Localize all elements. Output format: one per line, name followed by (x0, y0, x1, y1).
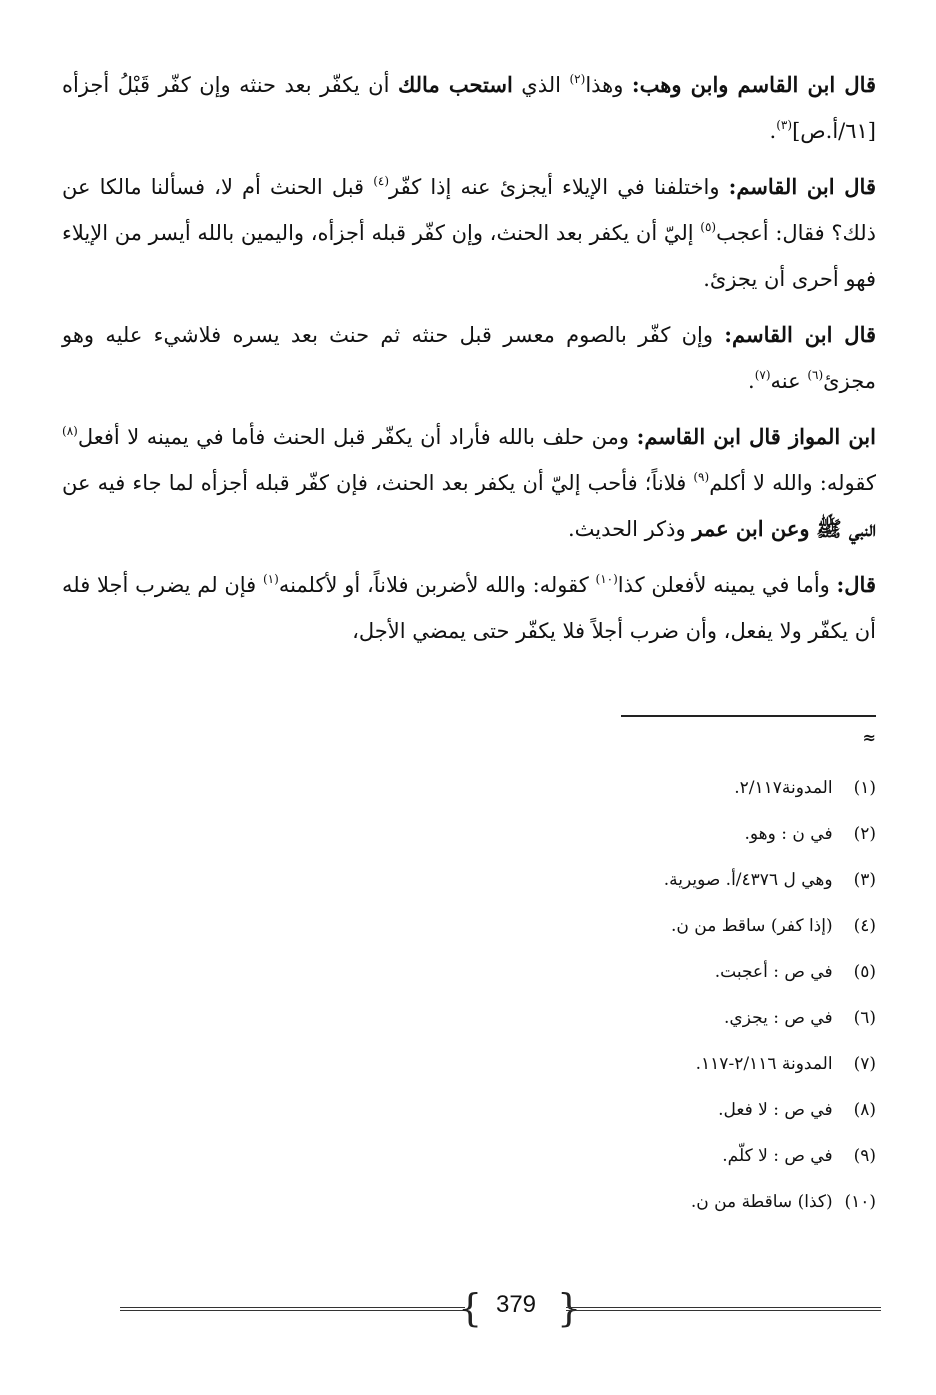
footnote-ref[interactable]: (٦) (807, 368, 824, 382)
footnote-number: (٢) (853, 824, 876, 844)
text-run: عنه (770, 369, 808, 393)
emphasis-run: استحب مالك (397, 72, 513, 97)
text-run: ومن حلف بالله فأراد أن يكفّر قبل الحنث فأما في يمينه لا أفعل (77, 425, 637, 449)
text-run: فلاناً؛ فأحب إليّ أن يكفر بعد الحنث، فإن كفّر قبله أجزأه لما جاء فيه عن (62, 471, 694, 495)
footnote-text: (إذا كفر) ساقط من ن. (671, 916, 833, 936)
footnote-item (200, 1087, 876, 1133)
footnote-item (200, 1133, 876, 1179)
footnote-ref[interactable]: (٨) (62, 424, 78, 438)
emphasis-run: النبي ﷺ (816, 516, 876, 541)
footnotes-list (200, 765, 876, 1225)
footnote-text: في ن : وهو. (744, 824, 833, 844)
text-run: كقوله: والله لأضربن فلاناً، أو لأكلمنه (278, 573, 596, 597)
footnote-marker: ≈ (862, 728, 876, 747)
text-run: إليّ أن يكفر بعد الحنث، وإن كفّر قبله أجزأه، واليمين بالله أيسر من الإيلاء فهو أحرى أن يجزئ. (62, 221, 876, 291)
footnote-ref[interactable]: (١) (262, 572, 279, 586)
footnote-item (200, 903, 876, 949)
footnote-text: في ص : أعجبت. (714, 962, 833, 982)
footnote-number: (٤) (853, 916, 876, 936)
footnote-ref[interactable]: (٣) (776, 118, 793, 132)
footnote-ref[interactable]: (٩) (693, 470, 710, 484)
text-run: فإن لم يضرب أجلا فله أن يكفّر ولا يفعل، وأن ضرب أجلاً فلا يكفّر حتى يمضي الأجل، (62, 573, 876, 643)
page-footer (120, 1285, 881, 1335)
footnote-number: (١) (853, 778, 876, 798)
footnote-item (200, 949, 876, 995)
footnote-text: (كذا) ساقطة من ن. (690, 1192, 833, 1212)
text-run: وذكر الحديث. (567, 517, 693, 541)
footnote-item (200, 811, 876, 857)
page-number: 379 (495, 1291, 537, 1318)
emphasis-run: وعن ابن عمر (692, 516, 810, 541)
footnote-text: وهي ل ٤٣٧٦/أ. صويرية. (663, 870, 833, 890)
footnote-item (200, 857, 876, 903)
footnote-item (200, 1041, 876, 1087)
footnote-number: (١٠) (844, 1192, 876, 1212)
left-brace: { (458, 1286, 483, 1330)
footnote-number: (٨) (853, 1100, 876, 1120)
footnote-item (200, 995, 876, 1041)
paragraph-lead: قال: (836, 572, 876, 597)
main-text (62, 62, 876, 664)
text-run: الذي (512, 73, 570, 97)
paragraph-3 (62, 312, 876, 404)
paragraph-5 (62, 562, 876, 654)
footnote-item (200, 1179, 876, 1225)
text-run: . (769, 119, 777, 143)
footnote-ref[interactable]: (٥) (700, 220, 717, 234)
footnote-ref[interactable]: (٧) (754, 368, 771, 382)
footnote-text: المدونة ٢/١١٦-١١٧. (695, 1054, 833, 1074)
footnote-ref[interactable]: (٤) (373, 174, 390, 188)
footnote-text: في ص : لا كلّم. (722, 1146, 833, 1166)
footnote-text: المدونة٢/١١٧. (734, 778, 833, 798)
footnote-number: (٧) (853, 1054, 876, 1074)
paragraph-lead: قال ابن القاسم: (728, 174, 876, 199)
footnote-separator (621, 715, 876, 717)
text-run: وأما في يمينه لأفعلن كذا (617, 573, 837, 597)
right-brace: } (557, 1286, 582, 1330)
text-run: . (748, 369, 755, 393)
text-run: وإن كفّر بالصوم معسر قبل حنثه ثم حنث بعد يسره فلاشيء عليه وهو مجزئ (62, 323, 876, 393)
paragraph-2 (62, 164, 876, 302)
paragraph-lead: قال ابن القاسم: (724, 322, 877, 347)
text-run: واختلفنا في الإيلاء أيجزئ عنه إذا كفّر (389, 175, 729, 199)
paragraph-lead: قال ابن القاسم وابن وهب: (631, 72, 877, 97)
paragraph-lead: ابن المواز قال ابن القاسم: (636, 424, 876, 449)
footnote-item (200, 765, 876, 811)
footnote-ref[interactable]: (١٠) (595, 572, 618, 586)
text-run: كقوله: والله لا أكلم (709, 471, 876, 495)
footnote-number: (٥) (853, 962, 876, 982)
text-run: وهذا (585, 73, 632, 97)
footnote-text: في ص : يجزي. (724, 1008, 833, 1028)
footnote-number: (٦) (853, 1008, 876, 1028)
paragraph-1 (62, 62, 876, 154)
paragraph-4 (62, 414, 876, 552)
footnote-ref[interactable]: (٢) (569, 72, 586, 86)
text-run: قبل الحنث أم لا، فسألنا مالكا عن ذلك؟ فقال: أعجب (62, 175, 876, 245)
footer-rule-left (120, 1307, 465, 1311)
footnote-number: (٩) (853, 1146, 876, 1166)
footnote-text: في ص : لا فعل. (718, 1100, 833, 1120)
footnote-number: (٣) (853, 870, 876, 890)
footer-rule-right (566, 1307, 881, 1311)
text-run: أن يكفّر بعد حنثه وإن كفّر قَبْلُ أجزأه [٦١/أ.ص] (62, 73, 876, 143)
